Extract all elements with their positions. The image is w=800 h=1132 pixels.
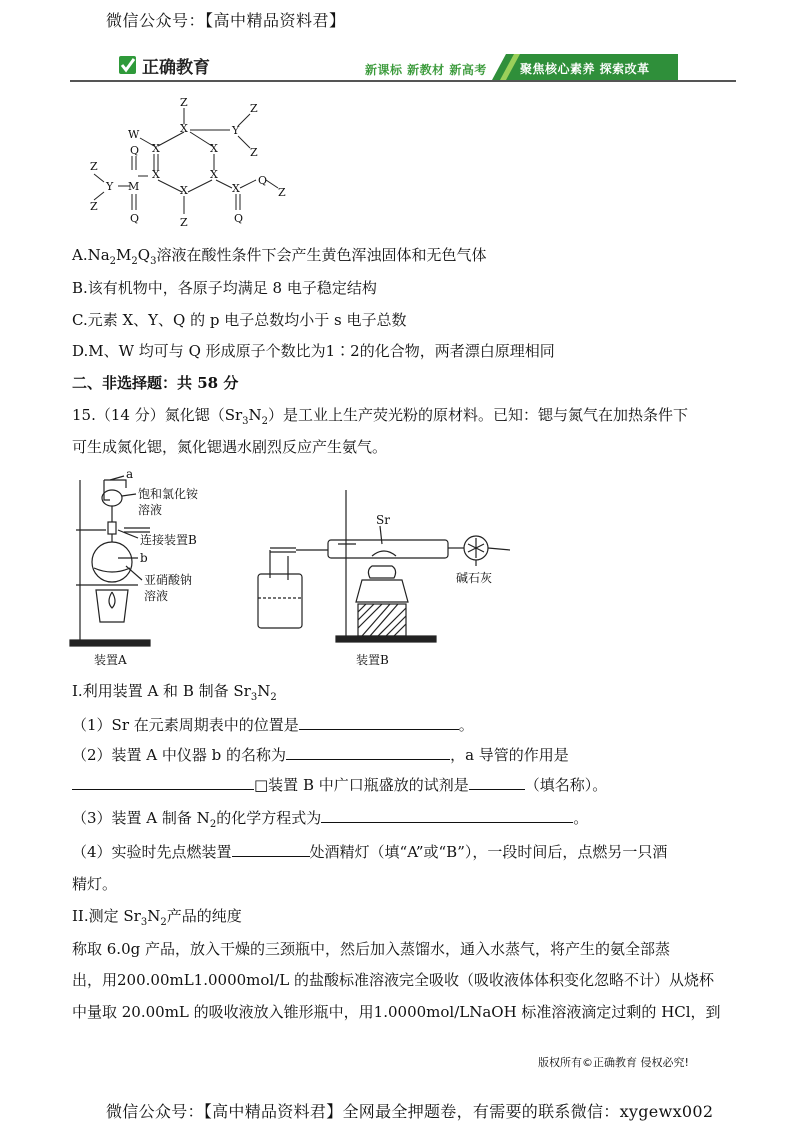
- part2-p1: 称取 6.0g 产品，放入干燥的三颈瓶中，然后加入蒸馏水，通入水蒸气，将产生的氨全部蒸: [72, 940, 670, 958]
- logo-text: 正确教育: [142, 57, 210, 78]
- part2-p2: 出，用200.00mL1.0000mol/L 的盐酸标准溶液完全吸收（吸收液体体积变化忽略不计）从烧杯: [72, 971, 714, 989]
- svg-text:Y: Y: [232, 124, 240, 137]
- svg-text:Z: Z: [90, 160, 98, 173]
- part1-q2-line2: □装置 B 中广口瓶盛放的试剂是 （填名称）。: [72, 775, 607, 795]
- label-nh4cl-1: 饱和氯化铵: [138, 487, 199, 501]
- svg-text:M: M: [128, 180, 140, 193]
- slogan-right: 聚焦核心素养 探索改革: [520, 62, 650, 76]
- svg-text:Q: Q: [130, 212, 140, 225]
- svg-text:X: X: [232, 182, 240, 195]
- svg-text:Y: Y: [106, 180, 114, 193]
- svg-text:X: X: [180, 122, 188, 135]
- top-watermark: 微信公众号：【高中精品资料君】: [106, 11, 346, 30]
- copyright: 版权所有©正确教育 侵权必究!: [538, 1056, 689, 1069]
- label-nano2-2: 溶液: [144, 589, 169, 603]
- svg-text:X: X: [210, 142, 218, 155]
- answer-blank[interactable]: [321, 808, 573, 823]
- svg-text:Z: Z: [250, 146, 258, 159]
- q15-line1: 15.（14 分）氮化锶$(Sr_3N_2)$是工业上生产荧光粉的原材料。已知：锶与氮气在加热条件下: [72, 406, 689, 427]
- svg-text:Q: Q: [258, 174, 268, 187]
- bottom-watermark: 微信公众号：【高中精品资料君】全网最全押题卷，有需要的联系微信：xygewx002: [106, 1102, 714, 1121]
- part1-q4-line1: （4）实验时先点燃装置 处酒精灯（填“A”或“B”），一段时间后，点燃另一只酒: [72, 843, 668, 861]
- option-d: D.M、W 均可与 Q 形成原子个数比为1∶2的化合物，两者漂白原理相同: [72, 342, 555, 360]
- answer-blank[interactable]: [469, 775, 525, 790]
- svg-text:Z: Z: [278, 186, 286, 199]
- q15-line2: 可生成氮化锶，氮化锶遇水剧烈反应产生氨气。: [72, 438, 388, 456]
- header-divider: [70, 80, 736, 82]
- part1-q2-line1: （2）装置 A 中仪器 b 的名称为 ，a 导管的作用是: [72, 746, 569, 764]
- part1-q1: （1）Sr 在元素周期表中的位置是 。: [72, 716, 474, 734]
- svg-text:Z: Z: [90, 200, 98, 213]
- check-logo-icon: [118, 54, 138, 76]
- answer-blank[interactable]: [299, 715, 459, 730]
- svg-text:Q: Q: [130, 144, 140, 157]
- label-sr: Sr: [376, 513, 390, 527]
- label-b: b: [140, 551, 148, 565]
- part1-title: I.利用装置 A 和 B 制备 $Sr_3N_2$: [72, 682, 277, 703]
- option-b: B.该有机物中，各原子均满足 8 电子稳定结构: [72, 279, 377, 297]
- answer-blank[interactable]: [72, 775, 254, 790]
- answer-blank[interactable]: [286, 745, 450, 760]
- label-soda-lime: 碱石灰: [456, 571, 493, 585]
- answer-blank[interactable]: [232, 842, 310, 857]
- caption-a: 装置A: [94, 653, 127, 667]
- section-heading: 二、非选择题：共 58 分: [72, 374, 239, 392]
- part2-p3: 中量取 20.00mL 的吸收液放入锥形瓶中，用1.0000mol/LNaOH 标准溶液滴定过剩的 HCl，到: [72, 1003, 721, 1021]
- label-nano2-1: 亚硝酸钠: [144, 573, 193, 587]
- part2-title: II.测定 $Sr_3N_2$产品的纯度: [72, 907, 242, 928]
- option-a: $A.Na_2M_2Q_3$溶液在酸性条件下会产生黄色浑浊固体和无色气体: [72, 246, 487, 267]
- svg-text:X: X: [152, 142, 160, 155]
- svg-text:X: X: [210, 168, 218, 181]
- structure-diagram: [86, 96, 306, 234]
- option-c: C.元素 X、Y、Q 的 p 电子总数均小于 s 电子总数: [72, 311, 407, 329]
- part1-q4-line2: 精灯。: [72, 875, 118, 893]
- svg-text:Q: Q: [234, 212, 244, 225]
- svg-text:Z: Z: [250, 102, 258, 115]
- svg-text:Z: Z: [180, 216, 188, 229]
- svg-text:X: X: [180, 184, 188, 197]
- logo: [118, 50, 210, 80]
- svg-text:W: W: [128, 128, 140, 141]
- apparatus-figure: [66, 470, 546, 670]
- caption-b: 装置B: [356, 653, 389, 667]
- svg-text:Z: Z: [180, 96, 188, 109]
- label-connect-b: 连接装置B: [140, 533, 197, 547]
- label-a: a: [126, 470, 134, 481]
- label-nh4cl-2: 溶液: [138, 503, 163, 517]
- part1-q3: （3）装置 A 制备 $N_2$的化学方程式为 。: [72, 809, 589, 830]
- slogan-left: 新课标 新教材 新高考: [365, 63, 487, 77]
- svg-text:X: X: [152, 168, 160, 181]
